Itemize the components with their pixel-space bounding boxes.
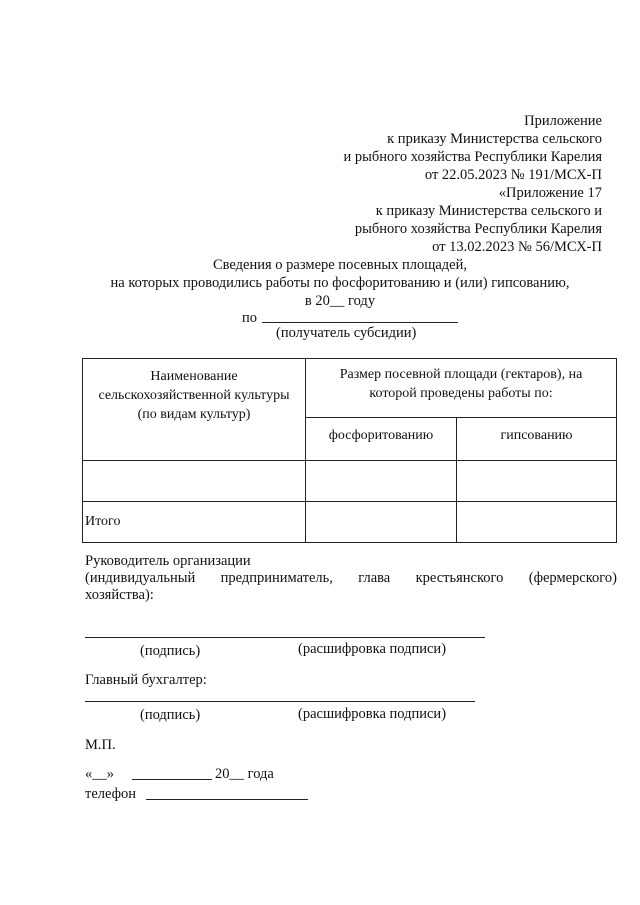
header-line: к приказу Министерства сельского и [375,203,602,219]
header-line: Приложение [524,113,602,129]
header-line: и рыбного хозяйства Республики Карелия [343,149,602,165]
signature-caption: (подпись) [140,707,201,723]
title-line-3: в 20__ году [304,293,376,309]
recipient-field-line[interactable] [262,322,458,323]
head-word: предприниматель, [220,570,333,586]
head-word: (индивидуальный [85,570,196,586]
header-line: рыбного хозяйства Республики Карелия [354,221,602,237]
header-area-size [306,359,617,418]
head-word: глава [358,570,391,586]
crop-area-table [82,358,617,543]
accountant-signature-line[interactable] [85,701,475,702]
crop-name-cell[interactable] [83,461,306,502]
signature-caption: (подпись) [140,643,201,659]
document-title [60,256,620,310]
head-word: крестьянского [415,570,504,586]
header-text: которой проведены работы по: [369,386,553,401]
gypsum-cell[interactable] [457,461,617,502]
header-line: «Приложение 17 [498,185,602,201]
recipient-caption: (получатель субсидии) [276,325,417,341]
phone-label: телефон [85,786,137,802]
header-text: Размер посевной площади (гектаров), на [339,367,583,382]
decoding-caption: (расшифровка подписи) [298,641,447,657]
stamp-place: М.П. [85,737,116,753]
head-signature-line[interactable] [85,637,485,638]
header-crop-name [83,359,306,461]
accountant-label: Главный бухгалтер: [85,672,207,688]
phosphoritization-cell[interactable] [306,461,457,502]
total-gypsum-cell[interactable] [457,502,617,543]
title-line-2: на которых проводились работы по фосфоритованию и (или) гипсованию, [110,275,570,291]
phone-field-line[interactable] [146,799,308,800]
decoding-caption: (расшифровка подписи) [298,706,447,722]
date-prefix: «__» [85,766,114,782]
date-month-line[interactable] [132,779,212,780]
header-text: (по видам культур) [137,407,251,422]
title-line-1: Сведения о размере посевных площадей, [213,257,467,273]
header-line: от 13.02.2023 № 56/МСХ-П [432,239,602,255]
head-title: Руководитель организации [85,553,251,569]
head-description-line2: хозяйства): [85,587,154,603]
po-label: по [242,310,258,326]
total-phosphoritization-cell[interactable] [306,502,457,543]
header-phosphoritization: фосфоритованию [306,418,457,461]
head-word: (фермерского) [528,570,617,586]
head-description [85,570,617,587]
header-text: сельскохозяйственной культуры [98,388,290,403]
header-line: к приказу Министерства сельского [387,131,602,147]
total-label: Итого [83,502,306,543]
appendix-header [344,112,602,256]
date-suffix: 20__ года [215,766,274,782]
header-gypsum: гипсованию [457,418,617,461]
header-text: Наименование [150,369,238,384]
header-line: от 22.05.2023 № 191/МСХ-П [424,167,602,183]
